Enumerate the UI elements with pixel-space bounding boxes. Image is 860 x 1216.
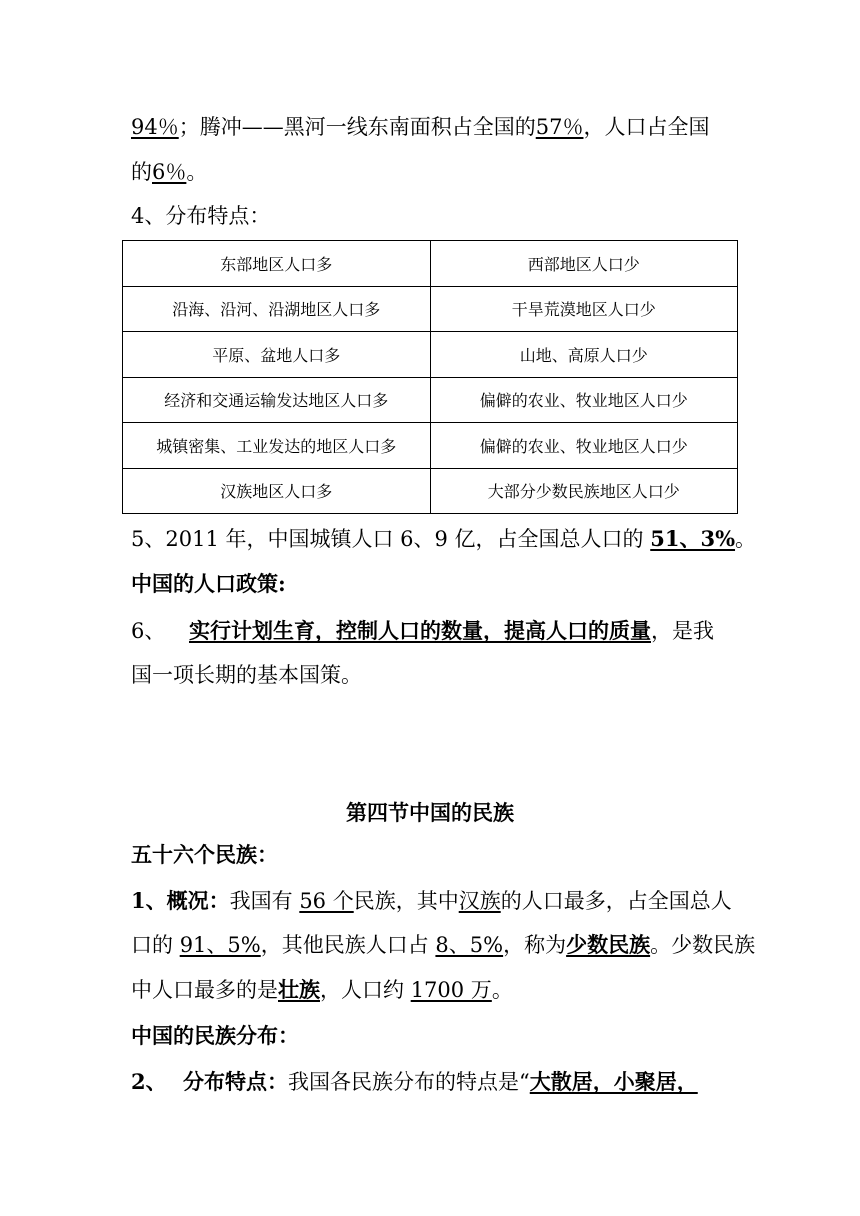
para-line-2 [131, 162, 207, 183]
percent-57: 57％ [535, 115, 584, 139]
text: 5、2011 年，中国城镇人口 6、9 亿，占全国总人口的 [131, 527, 651, 551]
ethnic-line-1 [131, 890, 732, 912]
table-row [123, 377, 738, 423]
table-row [123, 468, 738, 514]
item-2 [131, 1071, 698, 1093]
text: 6、 [131, 619, 166, 643]
text: ；腾冲——黑河一线东南面积占全国的 [178, 115, 536, 139]
policy-heading: 中国的人口政策: [131, 571, 286, 596]
han-percent: 91、5% [179, 933, 261, 957]
text: 的 [131, 160, 152, 184]
text: 民族，其中 [353, 889, 459, 913]
table-row [123, 286, 738, 332]
table-cell: 西部地区人口少 [430, 241, 738, 287]
text: ，人口约 [320, 978, 411, 1002]
text: 2、 [131, 1069, 167, 1094]
text: ，其他民族人口占 [260, 933, 436, 957]
zhuang-population: 1700 万 [410, 978, 492, 1002]
table-cell: 东部地区人口多 [123, 241, 431, 287]
policy-text: 实行计划生育，控制人口的数量，提高人口的质量 [189, 618, 651, 643]
para-line-1 [131, 117, 709, 138]
text: 中人口最多的是 [131, 978, 278, 1002]
text: 。 [186, 160, 208, 184]
item-6-line-2: 国一项长期的基本国策。 [131, 663, 362, 687]
text: 口的 [131, 933, 180, 957]
urban-percent: 51、3% [650, 526, 736, 551]
table-cell: 沿海、沿河、沿湖地区人口多 [123, 286, 431, 332]
sub-heading-distribution: 中国的民族分布： [131, 1023, 299, 1048]
minority-term: 少数民族 [566, 932, 651, 957]
label: 分布特点： [183, 1069, 288, 1094]
table-cell: 大部分少数民族地区人口少 [430, 468, 738, 514]
table-cell: 山地、高原人口少 [430, 332, 738, 378]
table-cell: 偏僻的农业、牧业地区人口少 [430, 423, 738, 469]
text: ，人口占全国 [583, 115, 710, 139]
zhuang-ethnic: 壮族 [278, 977, 320, 1002]
text: 。 [491, 978, 513, 1002]
label: 1、概况： [131, 888, 230, 913]
percent-6: 6％ [152, 160, 187, 184]
text: 我国各民族分布的特点是“ [288, 1070, 530, 1094]
section-title: 第四节中国的民族 [346, 800, 514, 825]
table-cell: 干旱荒漠地区人口少 [430, 286, 738, 332]
table-cell: 城镇密集、工业发达的地区人口多 [123, 423, 431, 469]
ethnic-line-3 [131, 979, 513, 1001]
table-row [123, 241, 738, 287]
count-56: 56 个 [299, 889, 354, 913]
table-cell: 经济和交通运输发达地区人口多 [123, 377, 431, 423]
text: 。少数民族 [650, 933, 756, 957]
table-cell: 偏僻的农业、牧业地区人口少 [430, 377, 738, 423]
distribution-table [122, 240, 738, 514]
item-4-heading: 4、分布特点： [131, 204, 271, 228]
item-6-line-1 [131, 620, 714, 642]
table-cell: 汉族地区人口多 [123, 468, 431, 514]
text: ，称为 [503, 933, 567, 957]
table-row [123, 332, 738, 378]
ethnic-line-2 [131, 934, 755, 956]
minority-percent: 8、5% [435, 933, 504, 957]
text: 的人口最多，占全国总人 [500, 889, 732, 913]
text: 。 [735, 527, 757, 551]
text: ，是我 [651, 619, 714, 643]
item-5 [131, 528, 756, 550]
table-row [123, 423, 738, 469]
sub-heading-ethnic-groups: 五十六个民族： [131, 842, 278, 867]
table-cell: 平原、盆地人口多 [123, 332, 431, 378]
distribution-feature: 大散居，小聚居， [529, 1069, 698, 1094]
han-ethnic: 汉族 [458, 889, 501, 913]
percent-94: 94％ [131, 115, 179, 139]
text: 我国有 [229, 889, 300, 913]
